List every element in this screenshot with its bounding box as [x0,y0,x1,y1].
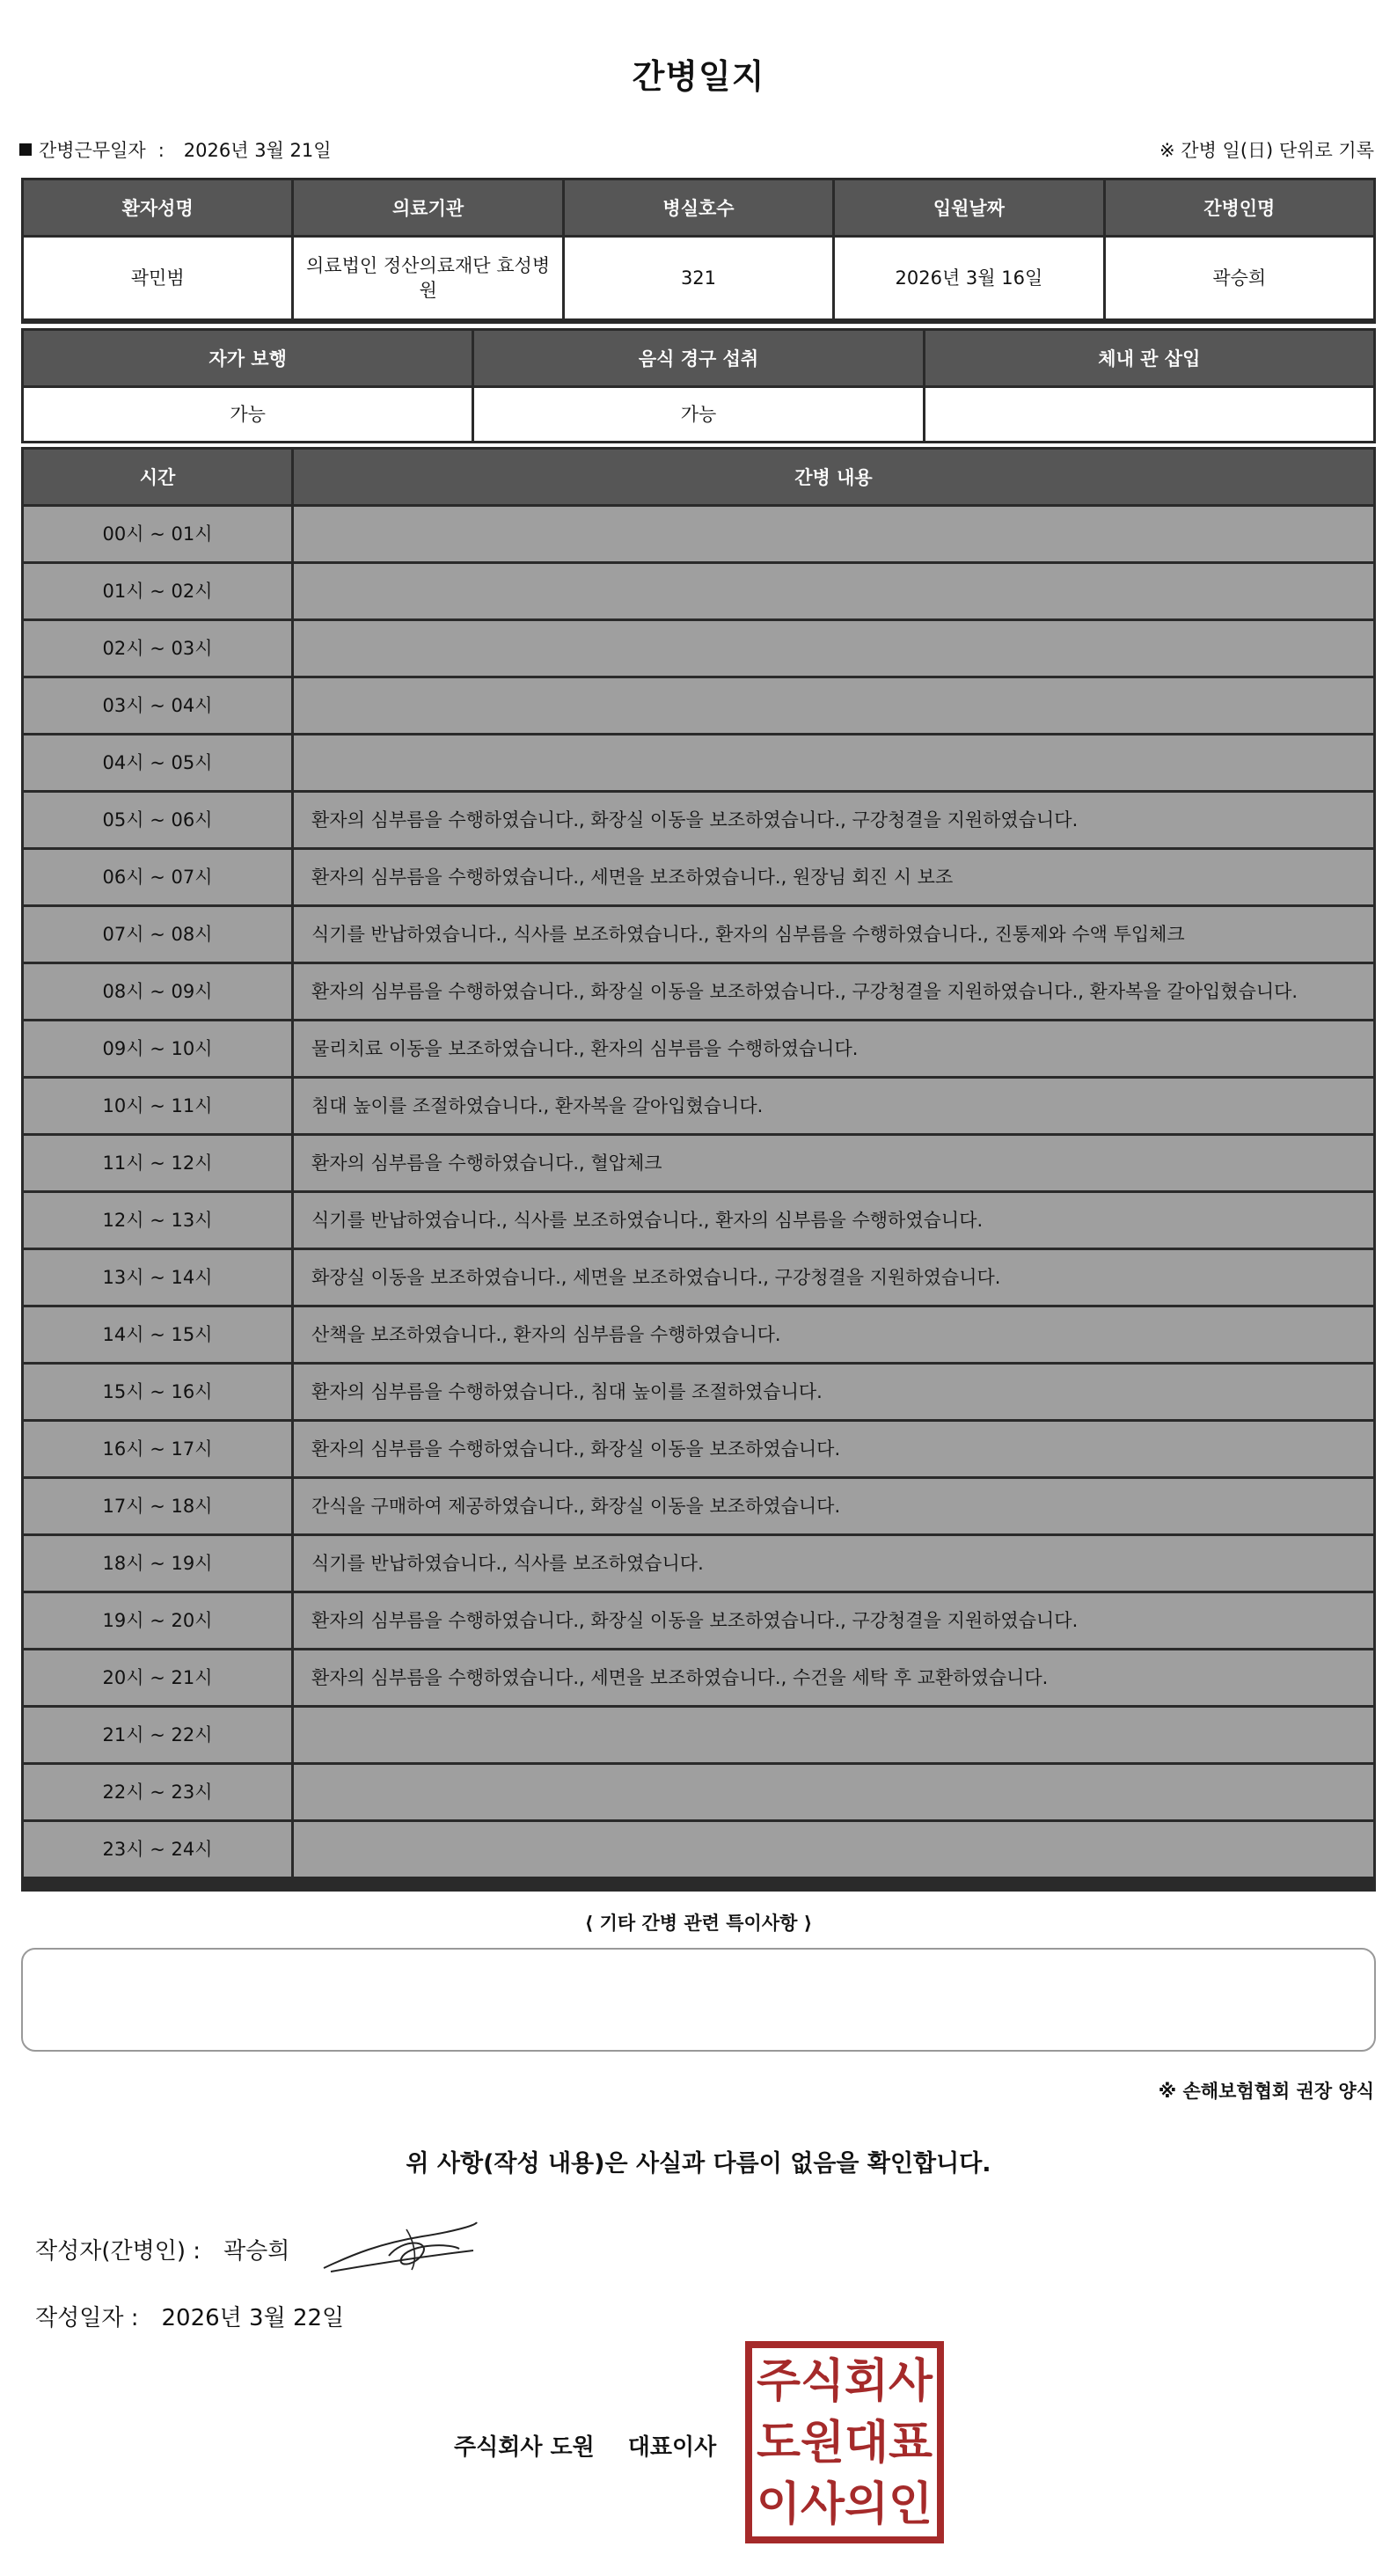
log-time-cell: 03시 ~ 04시 [24,678,291,733]
caregiver-name: 곽승희 [1106,238,1373,318]
unit-note: ※ 간병 일(日) 단위로 기록 [1159,140,1374,161]
log-time-cell: 01시 ~ 02시 [24,564,291,618]
header-oral-intake: 음식 경구 섭취 [474,331,922,385]
log-content-cell [294,1765,1373,1819]
log-time-cell: 13시 ~ 14시 [24,1250,291,1305]
log-content-cell: 식기를 반납하였습니다., 식사를 보조하였습니다., 환자의 심부름을 수행하였습니다., 진통제와 수액 투입체크 [294,907,1373,962]
log-time-cell: 23시 ~ 24시 [24,1822,291,1877]
header-patient-name: 환자성명 [24,180,291,235]
notes-box [21,1948,1376,2052]
log-content-cell: 환자의 심부름을 수행하였습니다., 세면을 보조하였습니다., 원장님 회진 시 보조 [294,850,1373,904]
writer-row [35,2233,289,2265]
log-content-cell: 환자의 심부름을 수행하였습니다., 화장실 이동을 보조하였습니다., 구강청결을 지원하였습니다. [294,793,1373,847]
patient-info-table [21,178,1376,324]
log-content-cell: 식기를 반납하였습니다., 식사를 보조하였습니다. [294,1536,1373,1591]
log-time-cell: 07시 ~ 08시 [24,907,291,962]
written-date-value: 2026년 3월 22일 [161,2305,345,2331]
work-date-line [19,136,332,163]
log-time-cell: 15시 ~ 16시 [24,1365,291,1419]
seal-text-line: 이사의인 [757,2478,933,2531]
tube-insertion-value [925,388,1373,441]
written-date-label: 작성일자 : [35,2305,139,2331]
patient-name: 곽민범 [24,238,291,318]
company-seal-icon [744,2340,945,2544]
log-content-cell [294,564,1373,618]
log-content-cell: 환자의 심부름을 수행하였습니다., 화장실 이동을 보조하였습니다., 구강청결을 지원하였습니다., 환자복을 갈아입혔습니다. [294,964,1373,1019]
log-content-cell: 물리치료 이동을 보조하였습니다., 환자의 심부름을 수행하였습니다. [294,1021,1373,1076]
log-content-cell: 간식을 구매하여 제공하였습니다., 화장실 이동을 보조하였습니다. [294,1479,1373,1533]
log-content-cell: 화장실 이동을 보조하였습니다., 세면을 보조하였습니다., 구강청결을 지원하였습니다. [294,1250,1373,1305]
log-content-cell [294,507,1373,561]
log-content-cell [294,678,1373,733]
log-time-cell: 05시 ~ 06시 [24,793,291,847]
header-caregiver-name: 간병인명 [1106,180,1373,235]
company-name: 주식회사 도원 [454,2434,595,2461]
seal-text-line: 주식회사 [757,2355,933,2408]
header-admission-date: 입원날짜 [835,180,1102,235]
hourly-care-log-table [21,447,1376,1892]
signature-icon [318,2217,484,2279]
oral-intake-value: 가능 [474,388,922,441]
log-time-cell: 20시 ~ 21시 [24,1650,291,1705]
log-content-cell: 산책을 보조하였습니다., 환자의 심부름을 수행하였습니다. [294,1307,1373,1362]
log-content-cell: 식기를 반납하였습니다., 식사를 보조하였습니다., 환자의 심부름을 수행하였습니다. [294,1193,1373,1248]
work-date-value: 2026년 3월 21일 [183,140,332,161]
square-bullet-icon [19,143,32,156]
patient-status-table [21,328,1376,443]
log-time-cell: 10시 ~ 11시 [24,1079,291,1133]
hospital-name: 의료법인 정산의료재단 효성병원 [294,238,561,318]
log-time-cell: 17시 ~ 18시 [24,1479,291,1533]
header-tube-insertion: 체내 관 삽입 [925,331,1373,385]
written-date-row [35,2300,344,2332]
notes-title: ⟨ 기타 간병 관련 특이사항 ⟩ [584,1913,813,1934]
log-content-cell: 환자의 심부름을 수행하였습니다., 화장실 이동을 보조하였습니다. [294,1422,1373,1476]
seal-text-line: 도원대표 [757,2417,933,2470]
log-time-cell: 08시 ~ 09시 [24,964,291,1019]
log-content-cell: 환자의 심부름을 수행하였습니다., 세면을 보조하였습니다., 수건을 세탁 후 교환하였습니다. [294,1650,1373,1705]
self-walking-value: 가능 [24,388,472,441]
log-time-cell: 02시 ~ 03시 [24,621,291,676]
log-time-cell: 19시 ~ 20시 [24,1593,291,1648]
company-line [454,2429,716,2462]
log-content-cell [294,1708,1373,1762]
log-time-cell: 06시 ~ 07시 [24,850,291,904]
header-care-content: 간병 내용 [294,450,1373,504]
room-number: 321 [565,238,832,318]
log-time-cell: 21시 ~ 22시 [24,1708,291,1762]
header-time: 시간 [24,450,291,504]
writer-name: 곽승희 [223,2238,290,2265]
admission-date: 2026년 3월 16일 [835,238,1102,318]
log-content-cell: 침대 높이를 조절하였습니다., 환자복을 갈아입혔습니다. [294,1079,1373,1133]
writer-label: 작성자(간병인) : [35,2238,201,2265]
work-date-label: 간병근무일자 [39,140,146,161]
header-self-walking: 자가 보행 [24,331,472,385]
log-time-cell: 16시 ~ 17시 [24,1422,291,1476]
log-content-cell [294,621,1373,676]
header-hospital: 의료기관 [294,180,561,235]
log-content-cell: 환자의 심부름을 수행하였습니다., 혈압체크 [294,1136,1373,1190]
log-content-cell: 환자의 심부름을 수행하였습니다., 화장실 이동을 보조하였습니다., 구강청결을 지원하였습니다. [294,1593,1373,1648]
log-content-cell [294,735,1373,790]
log-time-cell: 00시 ~ 01시 [24,507,291,561]
form-source-note: ※ 손해보험협회 권장 양식 [1158,2081,1374,2102]
log-time-cell: 11시 ~ 12시 [24,1136,291,1190]
header-room-number: 병실호수 [565,180,832,235]
work-date-separator: : [157,140,165,161]
log-time-cell: 04시 ~ 05시 [24,735,291,790]
log-time-cell: 12시 ~ 13시 [24,1193,291,1248]
representative-title: 대표이사 [627,2434,717,2461]
document-title: 간병일지 [632,57,765,96]
log-content-cell [294,1822,1373,1877]
log-content-cell: 환자의 심부름을 수행하였습니다., 침대 높이를 조절하였습니다. [294,1365,1373,1419]
log-time-cell: 18시 ~ 19시 [24,1536,291,1591]
log-time-cell: 14시 ~ 15시 [24,1307,291,1362]
log-time-cell: 22시 ~ 23시 [24,1765,291,1819]
confirmation-statement: 위 사항(작성 내용)은 사실과 다름이 없음을 확인합니다. [406,2150,991,2177]
log-time-cell: 09시 ~ 10시 [24,1021,291,1076]
